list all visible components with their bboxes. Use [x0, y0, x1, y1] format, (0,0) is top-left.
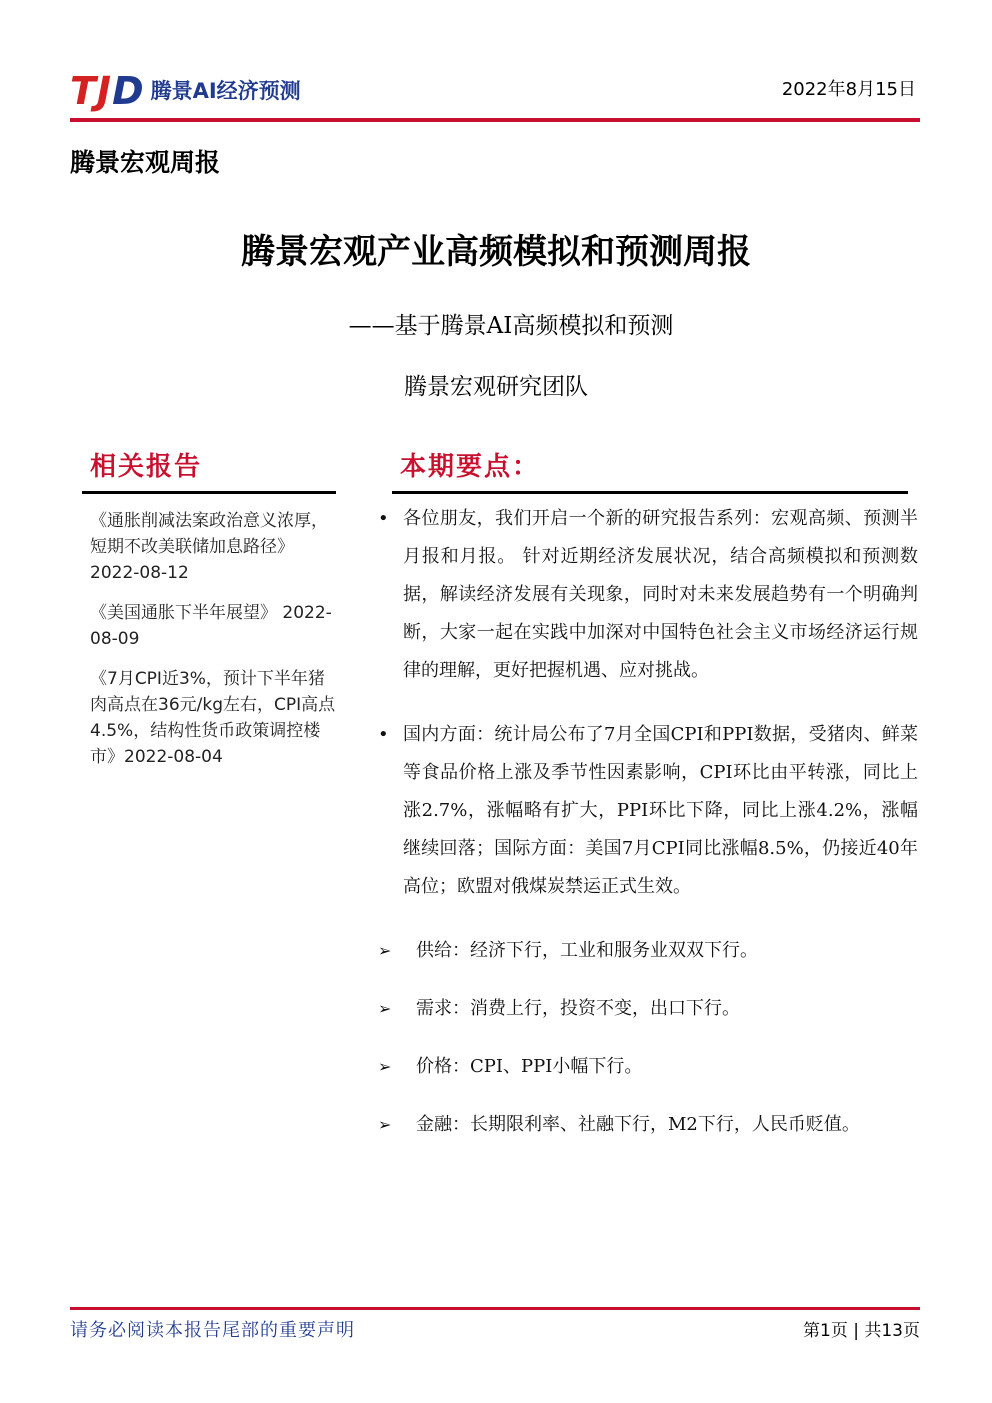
- company-logo: [70, 71, 301, 111]
- related-report-item[interactable]: [90, 508, 340, 586]
- key-point-sub-item: [378, 932, 918, 970]
- report-title: 腾景宏观产业高频模拟和预测周报: [241, 232, 751, 272]
- report-date: 2022年8月15日: [781, 79, 916, 100]
- report-subtitle: ——基于腾景AI高频模拟和预测: [348, 313, 674, 339]
- key-points-body: [378, 500, 918, 1164]
- key-points-heading: 本期要点：: [400, 452, 541, 482]
- related-reports-heading: 相关报告: [90, 452, 203, 482]
- related-report-date: 2022-08-12: [90, 563, 189, 583]
- research-team: 腾景宏观研究团队: [404, 374, 588, 400]
- key-point-sub-item: [378, 1048, 918, 1086]
- key-point-text: 国内方面：统计局公布了7月全国CPI和PPI数据，受猪肉、鲜菜等食品价格上涨及季节性因素影响，CPI环比由平转涨，同比上涨2.7%，涨幅略有扩大，PPI环比下降，同比上涨4.2%，涨幅继续回落；国际方面：美国7月CPI同比涨幅8.5%，仍接近40年高位；欧盟对俄煤炭禁运正式生效。: [403, 724, 918, 897]
- related-report-item[interactable]: [90, 600, 340, 652]
- key-points-divider: [392, 491, 908, 494]
- arrow-bullet-icon: ➢: [378, 1115, 392, 1134]
- related-report-title: 《美国通胀下半年展望》: [90, 603, 277, 623]
- disclaimer-note: 请务必阅读本报告尾部的重要声明: [70, 1320, 355, 1341]
- footer-divider: [70, 1307, 920, 1310]
- related-report-item[interactable]: [90, 666, 340, 770]
- key-point-sub-item: [378, 1106, 918, 1144]
- header-divider: [70, 118, 920, 122]
- key-point-sub-item: [378, 990, 918, 1028]
- arrow-bullet-icon: ➢: [378, 1057, 392, 1076]
- sub-item-text: 供给：经济下行，工业和服务业双双下行。: [416, 940, 758, 961]
- sub-item-text: 价格：CPI、PPI小幅下行。: [416, 1056, 643, 1077]
- related-report-title: 《7月CPI近3%，预计下半年猪肉高点在36元/kg左右，CPI高点4.5%，结构性货币政策调控楼市》: [90, 669, 336, 767]
- key-point-text: 各位朋友，我们开启一个新的研究报告系列：宏观高频、预测半月报和月报。 针对近期经济发展状况，结合高频模拟和预测数据，解读经济发展有关现象，同时对未来发展趋势有一个明确判断，大家一起在实践中加深对中国特色社会主义市场经济运行规律的理解，更好把握机遇、应对挑战。: [403, 508, 918, 681]
- arrow-bullet-icon: ➢: [378, 999, 392, 1018]
- sub-item-text: 需求：消费上行，投资不变，出口下行。: [416, 998, 740, 1019]
- related-report-title: 《通胀削减法案政治意义浓厚，短期不改美联储加息路径》: [90, 511, 328, 557]
- arrow-bullet-icon: ➢: [378, 941, 392, 960]
- series-name: 腾景宏观周报: [70, 148, 221, 177]
- related-report-date: 2022-08-09: [90, 603, 332, 649]
- sub-item-text: 金融：长期限利率、社融下行，M2下行，人民币贬值。: [416, 1114, 860, 1135]
- related-reports-list: [90, 508, 340, 784]
- bullet-dot-icon: •: [378, 508, 389, 529]
- related-reports-divider: [82, 491, 336, 494]
- key-point-bullet: [378, 716, 918, 906]
- related-report-date: 2022-08-04: [124, 747, 223, 767]
- page-number: 第1页 | 共13页: [803, 1321, 920, 1341]
- logo-text: 腾景AI经济预测: [150, 79, 301, 103]
- bullet-dot-icon: •: [378, 724, 389, 745]
- logo-mark: TJD: [70, 69, 145, 113]
- key-point-bullet: [378, 500, 918, 690]
